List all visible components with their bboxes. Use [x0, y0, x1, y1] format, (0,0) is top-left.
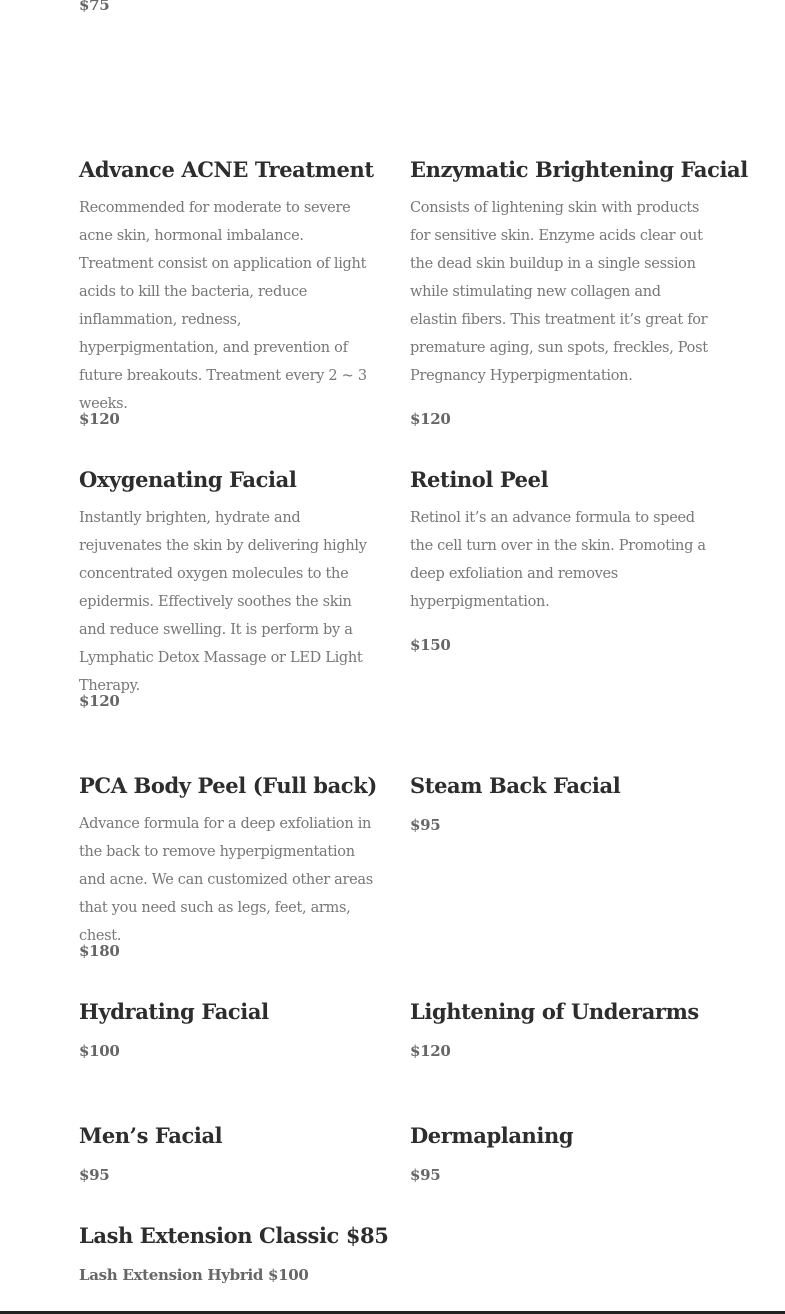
service-description: Retinol it’s an advance formula to speed the cell turn over in the skin. Promoting a deep exfoliation and removes hyperpigmentation.: [410, 510, 706, 610]
service-price: $150: [410, 636, 451, 654]
service-title: PCA Body Peel (Full back): [79, 773, 377, 798]
service-title: Advance ACNE Treatment: [79, 157, 374, 182]
service-price: $120: [79, 410, 120, 428]
service-price: $75: [79, 0, 110, 14]
service-description: Recommended for moderate to severe acne skin, hormonal imbalance. Treatment consist on application of light acids to kill the bacteria, reduce inflammation, redness, hyperpigmentation, and prevention of future breakouts. Treatment every 2 ~ 3 weeks.: [79, 200, 367, 412]
service-item-lightening-underarms: [410, 999, 708, 1024]
service-description: Consists of lightening skin with products for sensitive skin. Enzyme acids clear out the dead skin buildup in a single session while stimulating new collagen and elastin fibers. This treatment it’s great for premature aging, sun spots, freckles, Post Pregnancy Hyperpigmentation.: [410, 200, 708, 384]
service-title: Retinol Peel: [410, 467, 549, 492]
service-title: Lightening of Underarms: [410, 999, 699, 1024]
service-title: Lash Extension Classic $85: [79, 1223, 389, 1248]
service-price: $180: [79, 942, 120, 960]
service-price: $120: [79, 692, 120, 710]
service-price: $95: [79, 1166, 110, 1184]
service-price: $95: [410, 816, 441, 834]
service-item-retinol-peel: [410, 467, 708, 616]
service-item-hydrating: [79, 999, 374, 1024]
service-title: Steam Back Facial: [410, 773, 621, 798]
service-title: Enzymatic Brightening Facial: [410, 157, 748, 182]
service-item-dermaplaning: [410, 1123, 708, 1148]
service-price: $120: [410, 410, 451, 428]
service-title: Hydrating Facial: [79, 999, 269, 1024]
service-price: $120: [410, 1042, 451, 1060]
service-description: Instantly brighten, hydrate and rejuvenates the skin by delivering highly concentrated oxygen molecules to the epidermis. Effectively soothes the skin and reduce swelling. It is perform by a Lymphatic Detox Massage or LED Light Therapy.: [79, 510, 367, 694]
service-price: $95: [410, 1166, 441, 1184]
service-subtitle: Lash Extension Hybrid $100: [79, 1266, 309, 1284]
service-item-advance-acne: [79, 157, 374, 418]
service-item-mens-facial: [79, 1123, 374, 1148]
service-item-enzymatic-brightening: [410, 157, 748, 390]
service-title: Men’s Facial: [79, 1123, 223, 1148]
service-item-oxygenating: [79, 467, 374, 700]
service-price: $100: [79, 1042, 120, 1060]
service-description: Advance formula for a deep exfoliation in the back to remove hyperpigmentation and acne. We can customized other areas that you need such as legs, feet, arms, chest.: [79, 816, 373, 944]
service-item-steam-back: [410, 773, 708, 798]
service-item-pca-body-peel: [79, 773, 377, 950]
service-title: Oxygenating Facial: [79, 467, 297, 492]
service-title: Dermaplaning: [410, 1123, 574, 1148]
service-item-lash-extension: [79, 1223, 399, 1248]
